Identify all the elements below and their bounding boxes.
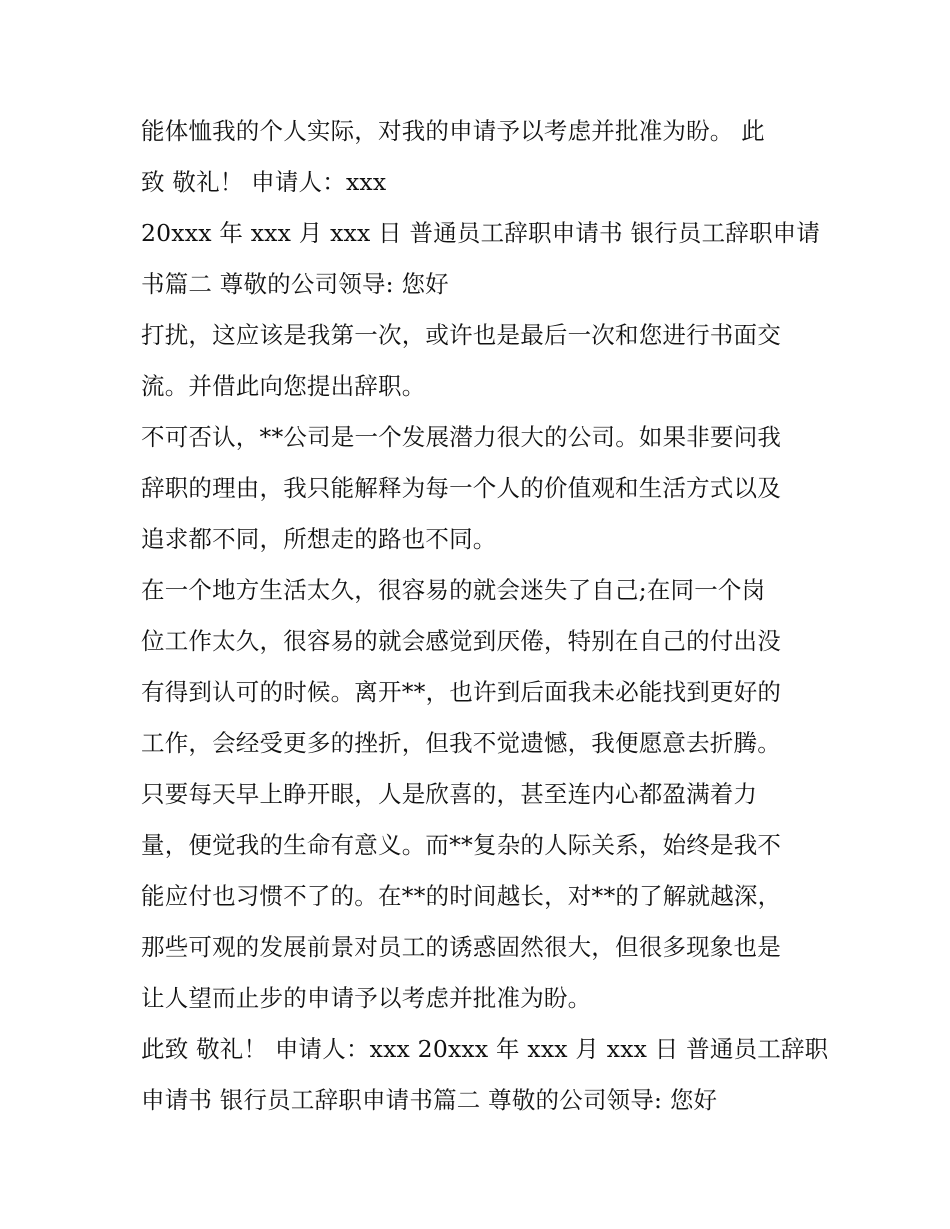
text-line: 只要每天早上睁开眼，人是欣喜的，甚至连内心都盈满着力 — [141, 780, 758, 808]
text-line: 工作，会经受更多的挫折，但我不觉遗憾，我便愿意去折腾。 — [141, 729, 781, 757]
text-line: 致 敬礼！ 申请人：xxx — [141, 168, 387, 196]
text-line: 在一个地方生活太久，很容易的就会迷失了自己;在同一个岗 — [141, 576, 766, 604]
text-line: 流。并借此向您提出辞职。 — [141, 372, 426, 400]
text-line: 有得到认可的时候。离开**，也许到后面我未必能找到更好的 — [141, 678, 782, 706]
text-line: 能应付也习惯不了的。在**的时间越长，对**的了解就越深， — [141, 882, 782, 910]
text-line: 申请书 银行员工辞职申请书篇二 尊敬的公司领导: 您好 — [141, 1086, 718, 1114]
text-line: 20xxx 年 xxx 月 xxx 日 普通员工辞职申请书 银行员工辞职申请 — [141, 219, 821, 247]
text-line: 量，便觉我的生命有意义。而**复杂的人际关系，始终是我不 — [141, 831, 782, 859]
text-line: 此致 敬礼！ 申请人：xxx 20xxx 年 xxx 月 xxx 日 普通员工辞职 — [141, 1035, 829, 1063]
text-line: 书篇二 尊敬的公司领导: 您好 — [141, 270, 449, 298]
text-line: 位工作太久，很容易的就会感觉到厌倦，特别在自己的付出没 — [141, 627, 781, 655]
text-line: 打扰，这应该是我第一次，或许也是最后一次和您进行书面交 — [141, 321, 781, 349]
text-line: 追求都不同，所想走的路也不同。 — [141, 525, 497, 553]
document-body — [141, 106, 829, 1126]
text-line: 那些可观的发展前景对员工的诱惑固然很大，但很多现象也是 — [141, 933, 781, 961]
text-line: 能体恤我的个人实际，对我的申请予以考虑并批准为盼。 此 — [141, 117, 765, 145]
text-line: 不可否认，**公司是一个发展潜力很大的公司。如果非要问我 — [141, 423, 782, 451]
text-line: 让人望而止步的申请予以考虑并批准为盼。 — [141, 984, 592, 1012]
text-line: 辞职的理由，我只能解释为每一个人的价值观和生活方式以及 — [141, 474, 781, 502]
